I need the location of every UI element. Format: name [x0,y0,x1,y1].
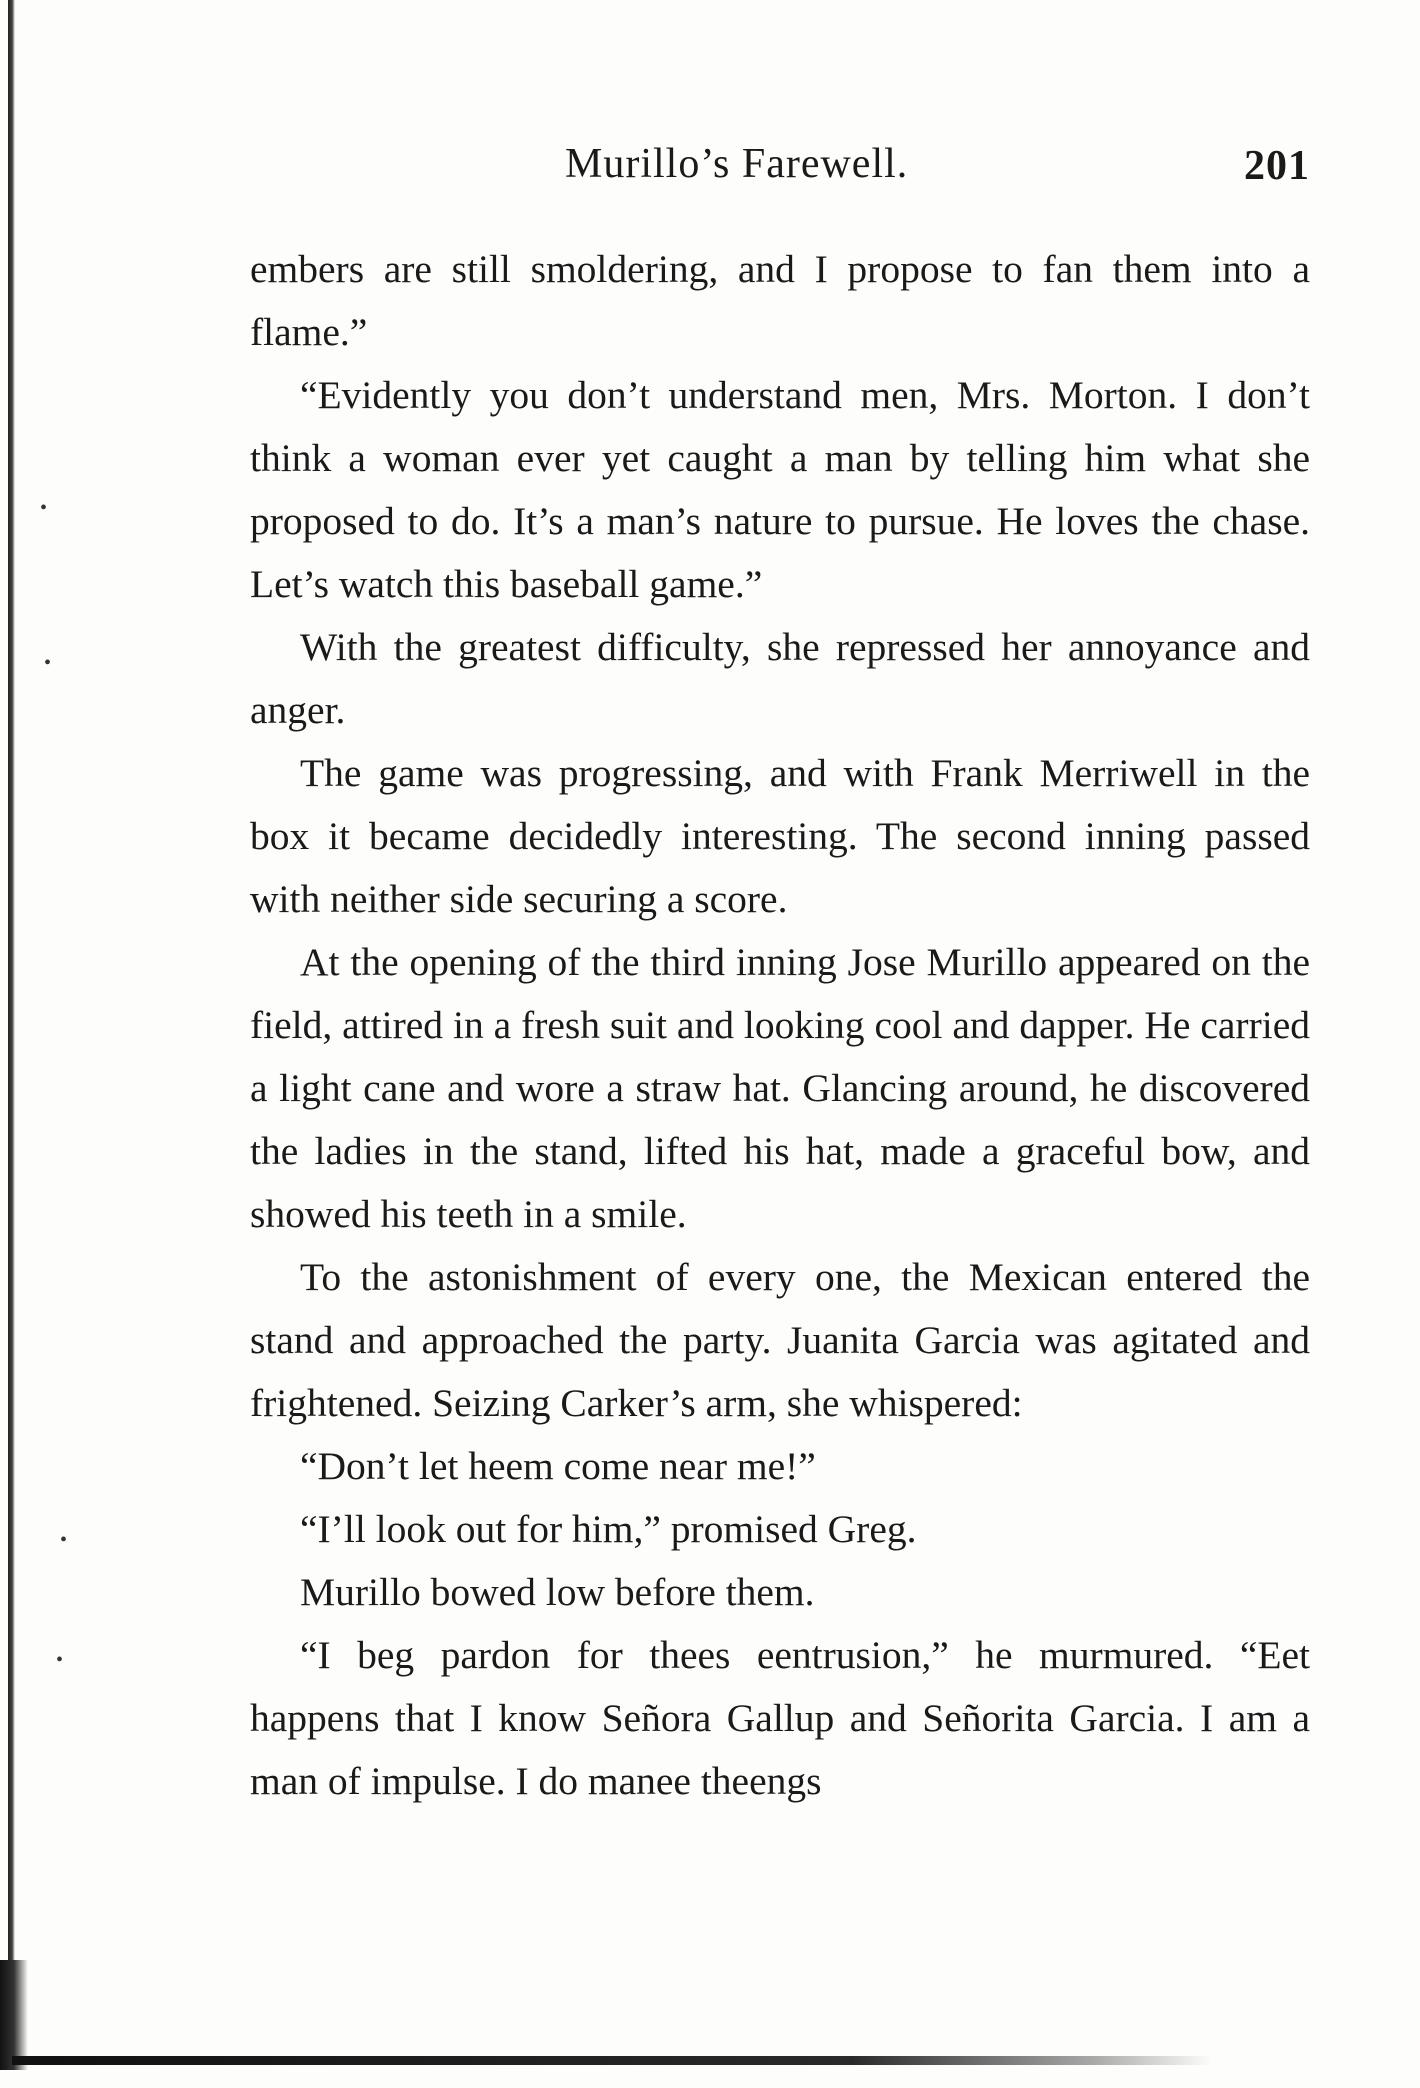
paragraph: At the opening of the third inning Jose Murillo appeared on the field, attired in a fresh suit and looking cool and dapper. He carried a light cane and wore a straw hat. Glancing around, he discovered the ladies in the stand, lifted his hat, made a graceful bow, and showed his teeth in a smile. [250,940,1310,1236]
paragraph: “Evidently you don’t understand men, Mrs. Morton. I don’t think a woman ever yet caught a man by telling him what she proposed to do. It’s a man’s nature to pursue. He loves the chase. Let’s watch this baseball game.” [250,373,1310,606]
running-head: Murillo’s Farewell. [565,141,909,187]
page-number: 201 [1244,143,1310,189]
scan-speck: • [60,1529,68,1551]
page-header [250,140,1310,200]
scan-speck: • [40,497,48,519]
paragraph: Murillo bowed low before them. [300,1570,815,1614]
paragraph: “I beg pardon for thees eentrusion,” he murmured. “Eet happens that I know Señora Gallup and Señorita Garcia. I am a man of impulse. I do manee theengs [250,1633,1310,1803]
scan-spine-shadow-bottom [0,1960,28,2070]
scan-speck: • [56,1649,64,1671]
paragraph: To the astonishment of every one, the Mexican entered the stand and approached the party. Juanita Garcia was agitated and frightened. Seizing Carker’s arm, she whispered: [250,1255,1310,1425]
paragraph: “Don’t let heem come near me!” [300,1444,816,1488]
body-text [250,238,1310,1813]
scan-speck: • [44,652,52,674]
paragraph: With the greatest difficulty, she repressed her annoyance and anger. [250,625,1310,732]
paragraph: “I’ll look out for him,” promised Greg. [300,1507,917,1551]
paragraph: embers are still smoldering, and I propose to fan them into a flame.” [250,247,1310,354]
scan-spine-shadow [8,0,15,2060]
paragraph: The game was progressing, and with Frank Merriwell in the box it became decidedly interesting. The second inning passed with neither side securing a score. [250,751,1310,921]
scan-bottom-edge [12,2056,1212,2065]
